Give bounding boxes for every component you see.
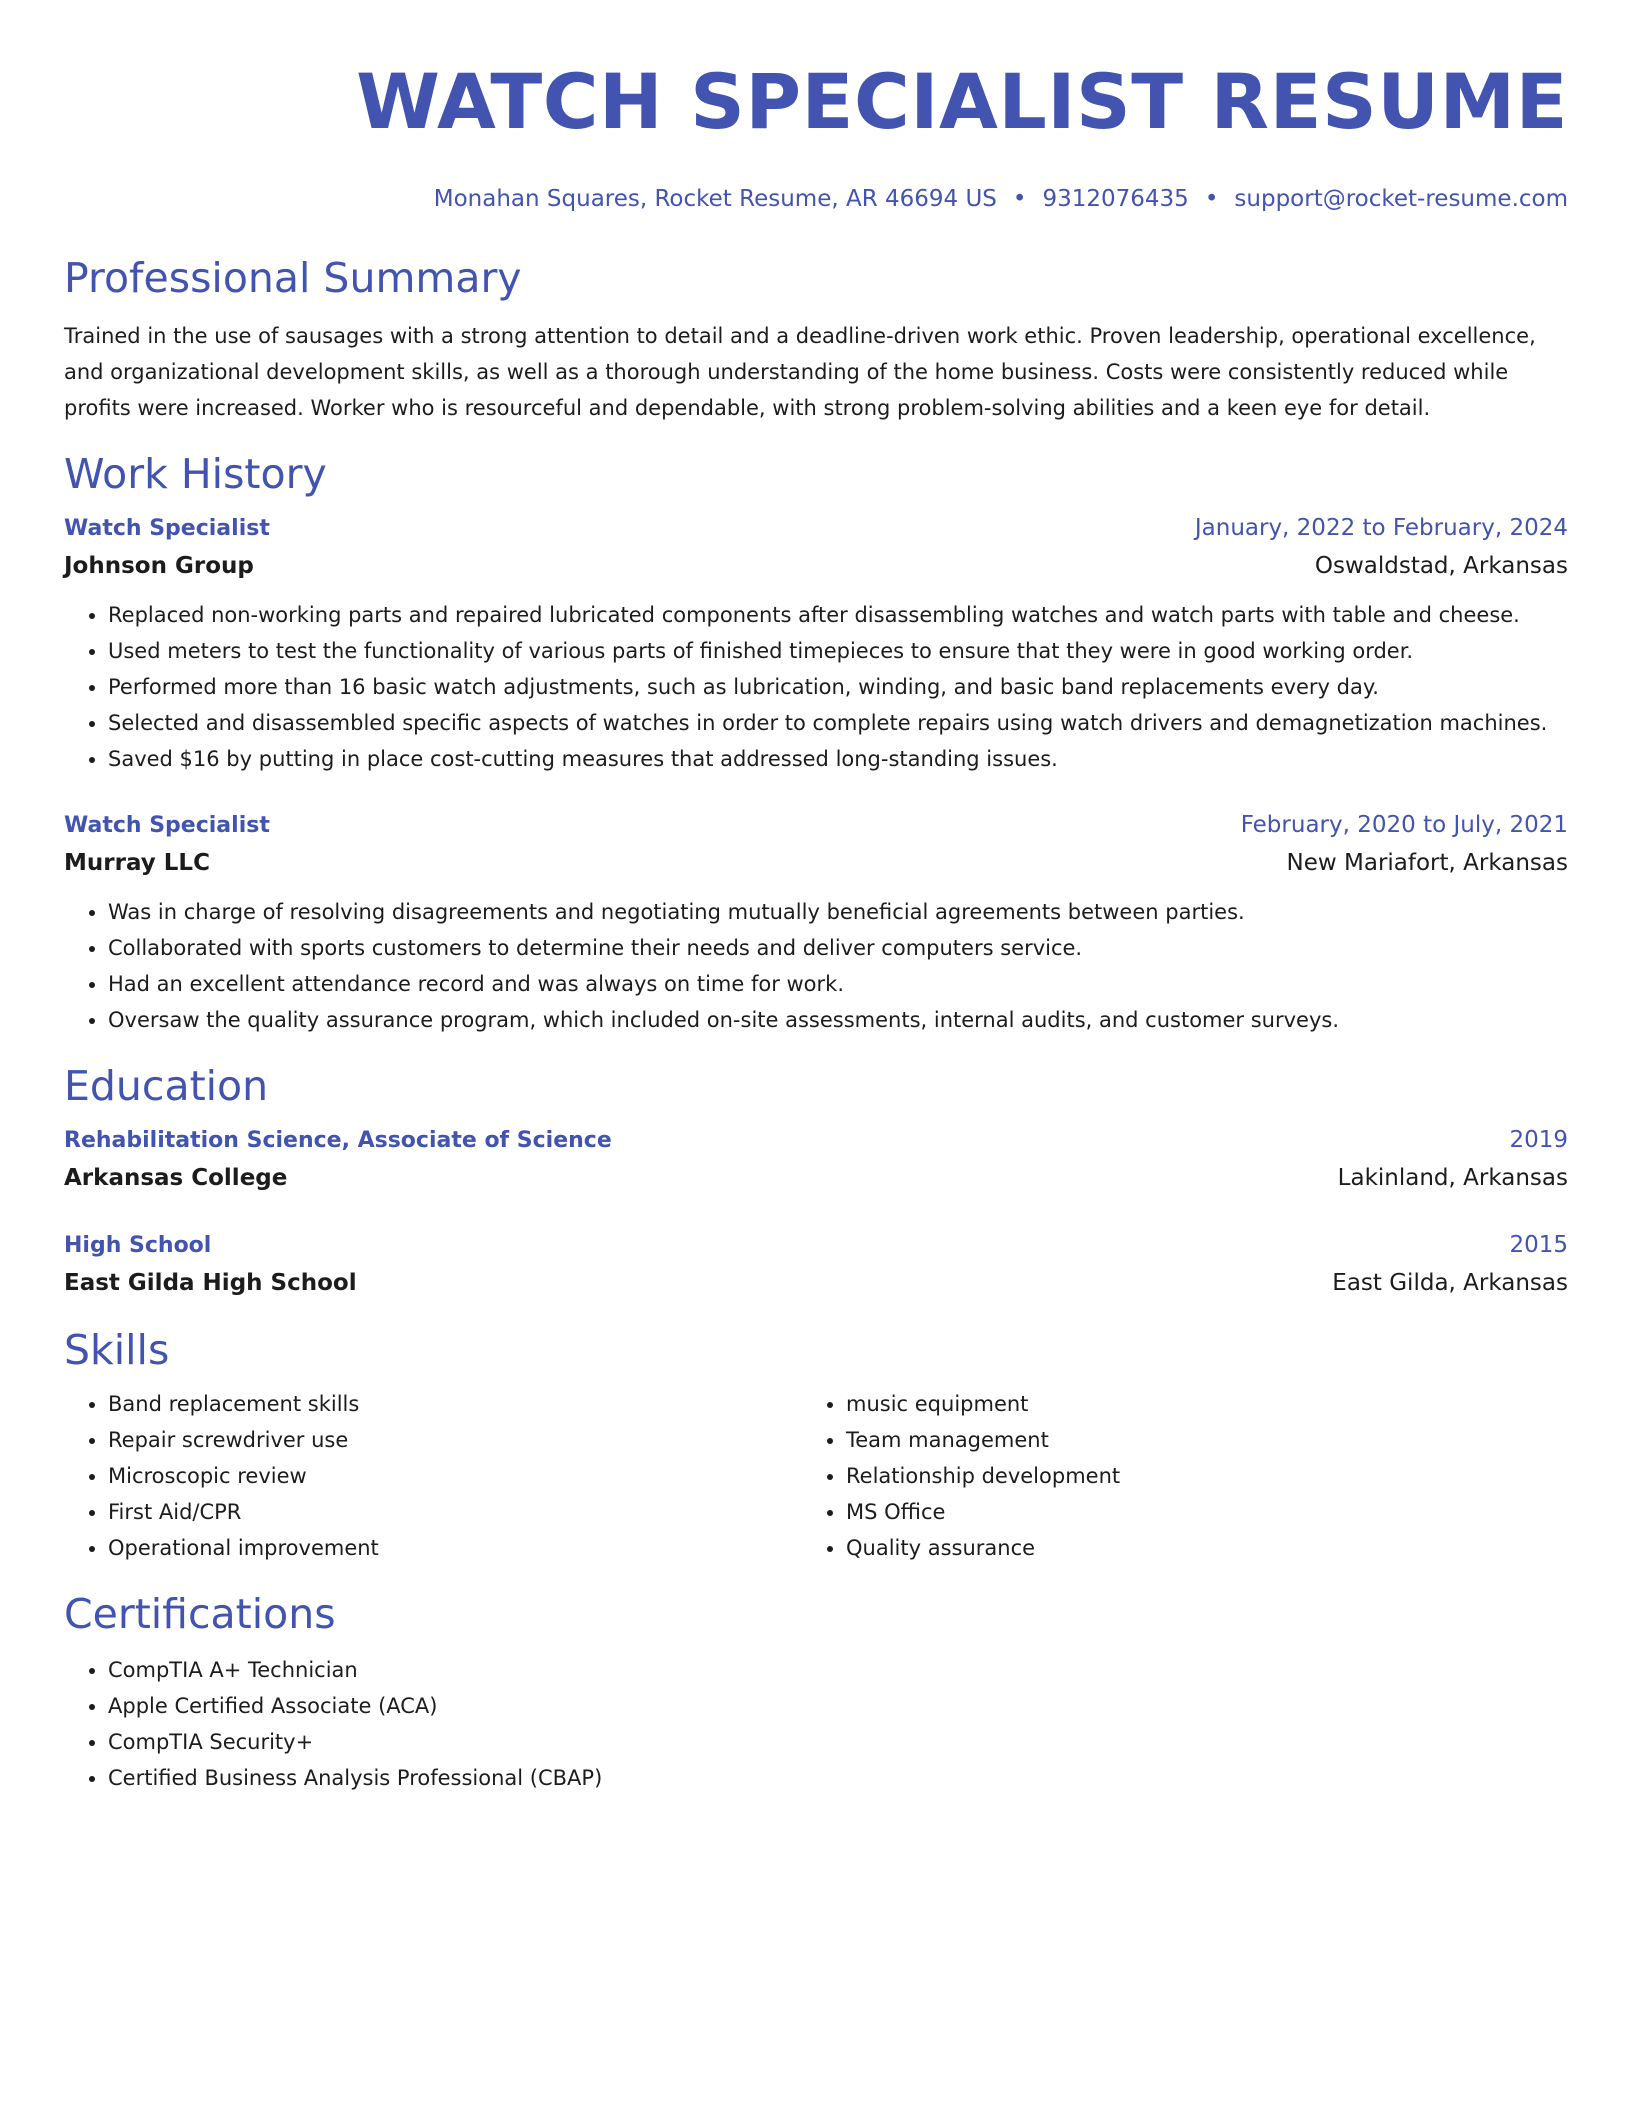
certifications-heading: Certifications	[64, 1590, 336, 1638]
certification-item: • CompTIA A+ Technician	[108, 1652, 1568, 1688]
job-bullet: • Selected and disassembled specific aspects of watches in order to complete repairs using watch drivers and demagnetization machines.	[108, 705, 1568, 741]
job-bullets	[64, 597, 1568, 777]
resume-title: WATCH SPECIALIST RESUME	[356, 57, 1568, 146]
skill-item: • Relationship development	[846, 1458, 1540, 1494]
skill-item: • Band replacement skills	[108, 1386, 802, 1422]
skill-item: • MS Office	[846, 1494, 1540, 1530]
job-header-row	[64, 510, 1568, 547]
contact-address: Monahan Squares, Rocket Resume, AR 46694 US	[433, 186, 997, 212]
skill-item: • First Aid/CPR	[108, 1494, 802, 1530]
job-bullet: • Was in charge of resolving disagreements and negotiating mutually beneficial agreements between parties.	[108, 894, 1568, 930]
skill-item: • Team management	[846, 1422, 1540, 1458]
skills-list-right	[802, 1386, 1540, 1566]
summary-text: Trained in the use of sausages with a strong attention to detail and a deadline-driven work ethic. Proven leadership, operational excellence, and organizational development skills, as well as a thorough understanding of the home business. Costs were consistently reduced while profits were increased. Worker who is resourceful and dependable, with strong problem-solving abilities and a keen eye for detail.	[64, 324, 1536, 420]
job-bullet: • Used meters to test the functionality of various parts of finished timepieces to ensure that they were in good working order.	[108, 633, 1568, 669]
job-title: Watch Specialist	[64, 813, 270, 838]
skill-item: • Operational improvement	[108, 1530, 802, 1566]
education-school-row	[64, 1159, 1568, 1197]
job-bullet: • Had an excellent attendance record and was always on time for work.	[108, 966, 1568, 1002]
work-history-heading: Work History	[64, 450, 327, 498]
education-school: East Gilda High School	[64, 1270, 357, 1296]
education-location: Lakinland, Arkansas	[1337, 1165, 1568, 1191]
education-header-row	[64, 1227, 1568, 1264]
contact-separator: •	[1204, 186, 1219, 212]
education-year: 2019	[1509, 1127, 1568, 1153]
skills-grid	[64, 1386, 1568, 1566]
job-company: Murray LLC	[64, 850, 210, 876]
education-degree: High School	[64, 1233, 212, 1258]
job-bullet: • Replaced non-working parts and repaired lubricated components after disassembling watches and watch parts with table and cheese.	[108, 597, 1568, 633]
job-bullet: • Saved $16 by putting in place cost-cutting measures that addressed long-standing issues.	[108, 741, 1568, 777]
job-entry	[64, 807, 1568, 1038]
certification-item: • Certified Business Analysis Professional (CBAP)	[108, 1760, 1568, 1796]
job-company-row	[64, 844, 1568, 882]
education-location: East Gilda, Arkansas	[1332, 1270, 1568, 1296]
skill-item: • music equipment	[846, 1386, 1540, 1422]
contact-separator: •	[1012, 186, 1027, 212]
skill-item: • Repair screwdriver use	[108, 1422, 802, 1458]
contact-line	[64, 184, 1568, 214]
education-entry	[64, 1227, 1568, 1302]
job-bullet: • Oversaw the quality assurance program, which included on-site assessments, internal audits, and customer surveys.	[108, 1002, 1568, 1038]
summary-heading: Professional Summary	[64, 254, 522, 302]
job-bullet: • Collaborated with sports customers to determine their needs and deliver computers service.	[108, 930, 1568, 966]
education-degree: Rehabilitation Science, Associate of Science	[64, 1128, 612, 1153]
job-bullet: • Performed more than 16 basic watch adjustments, such as lubrication, winding, and basic band replacements every day.	[108, 669, 1568, 705]
certification-item: • CompTIA Security+	[108, 1724, 1568, 1760]
certifications-list	[64, 1652, 1568, 1796]
education-heading: Education	[64, 1062, 269, 1110]
skill-item: • Quality assurance	[846, 1530, 1540, 1566]
education-entry	[64, 1122, 1568, 1197]
skill-item: • Microscopic review	[108, 1458, 802, 1494]
job-dates: January, 2022 to February, 2024	[1194, 515, 1568, 541]
education-year: 2015	[1509, 1232, 1568, 1258]
job-bullets	[64, 894, 1568, 1038]
job-header-row	[64, 807, 1568, 844]
job-company: Johnson Group	[64, 553, 254, 579]
skills-list-left	[64, 1386, 802, 1566]
contact-email: support@rocket-resume.com	[1234, 186, 1568, 212]
job-company-row	[64, 547, 1568, 585]
job-dates: February, 2020 to July, 2021	[1240, 812, 1568, 838]
skills-heading: Skills	[64, 1326, 170, 1374]
education-header-row	[64, 1122, 1568, 1159]
education-school-row	[64, 1264, 1568, 1302]
certification-item: • Apple Certified Associate (ACA)	[108, 1688, 1568, 1724]
job-title: Watch Specialist	[64, 516, 270, 541]
job-entry	[64, 510, 1568, 777]
education-school: Arkansas College	[64, 1165, 288, 1191]
contact-phone: 9312076435	[1042, 186, 1189, 212]
job-location: Oswaldstad, Arkansas	[1314, 553, 1568, 579]
job-location: New Mariafort, Arkansas	[1286, 850, 1568, 876]
